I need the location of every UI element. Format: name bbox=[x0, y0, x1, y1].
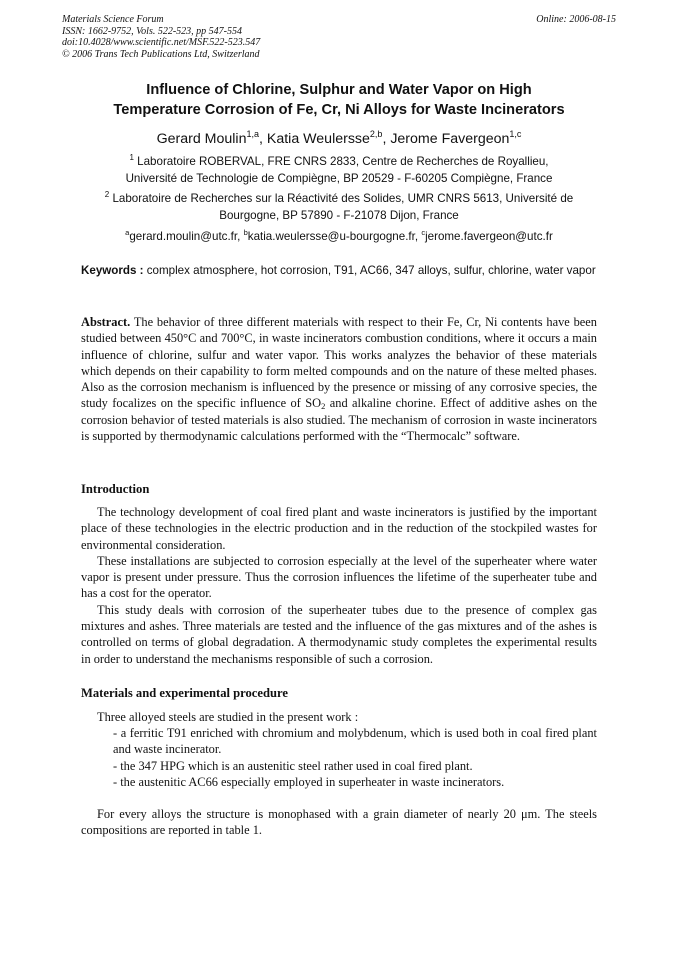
introduction-body bbox=[81, 504, 597, 667]
paragraph: The technology development of coal fired plant and waste incinerators is justified by the important place of these technologies in the electric production and in the reduction of the stockpiled wastes for environmental consideration. bbox=[81, 505, 597, 552]
journal-info bbox=[62, 14, 260, 60]
affiliation-mark: 2 bbox=[104, 190, 110, 199]
author-list: Gerard Moulin$^{1,a}$, Katia Weulersse$^{2,b}$, Jerome Favergeon$^{1,c}$ bbox=[156, 129, 522, 147]
email-mark: c bbox=[421, 228, 426, 237]
online-date: Online: 2006-08-15 bbox=[536, 14, 616, 25]
so2-base: SO bbox=[305, 396, 322, 411]
affiliation-line: Université de Technologie de Compiègne, BP 20529 - F-60205 Compiègne, France bbox=[125, 171, 553, 185]
author-mark: 2,b bbox=[369, 129, 383, 139]
email-mark: a bbox=[125, 228, 130, 237]
abstract-text-cont: and alkaline chorine. Effect of additive ashes on the corrosion behavior of tested materials is also studied. The mechanism of corrosion in waste incinerators is supported by thermodynamic calculations performed with the “Thermocalc” software. bbox=[81, 396, 598, 444]
list-item: - a ferritic T91 enriched with chromium and molybdenum, which is used both in coal fired plant and waste incinerator. bbox=[113, 726, 597, 757]
abstract-text: The behavior of three different materials with respect to their Fe, Cr, Ni contents have been studied between 450°C and 700°C, in waste incinerators combustion conditions, where it occurs a main influence of chlorine, sulfur and water vapor. This works analyzes the behavior of these materials which depends on their capability to form melted compounds and on the nature of these melted phases. Also as the corrosion mechanism is influenced by the presence or missing of any corrosive species, the study focalizes on the specific influence of bbox=[81, 315, 597, 411]
affiliation-mark: 1 bbox=[129, 153, 134, 162]
materials-intro: Three alloyed steels are studied in the present work : bbox=[97, 710, 359, 724]
keywords-text: complex atmosphere, hot corrosion, T91, AC66, 347 alloys, sulfur, chlorine, water vapor bbox=[146, 264, 596, 277]
running-header bbox=[62, 14, 616, 60]
so2-subscript: 2 bbox=[321, 401, 326, 412]
author-mark: 1,c bbox=[509, 129, 522, 139]
author-mark: 1,a bbox=[246, 129, 259, 139]
doi-line: doi:10.4028/www.scientific.net/MSF.522-523.547 bbox=[62, 37, 261, 48]
author-name: Katia Weulersse bbox=[266, 131, 370, 147]
section-heading-materials: Materials and experimental procedure bbox=[81, 686, 288, 700]
affiliation-2 bbox=[78, 191, 600, 224]
abstract bbox=[81, 314, 597, 444]
title-line-2: Temperature Corrosion of Fe, Cr, Ni Alloys for Waste Incinerators bbox=[113, 101, 565, 118]
keywords-label: Keywords : bbox=[81, 264, 144, 277]
email-mark: b bbox=[243, 228, 248, 237]
list-item: - the 347 HPG which is an austenitic steel rather used in coal fired plant. bbox=[113, 758, 473, 773]
affiliation-line: Laboratoire de Recherches sur la Réactivité des Solides, UMR CNRS 5613, Université de bbox=[112, 192, 574, 205]
email-list: $^a$gerard.moulin@utc.fr, $^b$katia.weulersse@u-bourgogne.fr, $^c$jerome.favergeon@utc.fr bbox=[125, 228, 553, 243]
title-line-1: Influence of Chlorine, Sulphur and Water Vapor on High bbox=[146, 82, 532, 98]
email-address[interactable]: gerard.moulin@utc.fr bbox=[129, 230, 238, 243]
section-heading-introduction: Introduction bbox=[81, 482, 150, 496]
affiliation-1 bbox=[78, 154, 600, 187]
materials-final bbox=[81, 806, 597, 839]
paragraph: These installations are subjected to corrosion especially at the level of the superheater where water vapor is present under pressure. Thus the corrosion influences the lifetime of the superheater tube and has a cost for the operator. bbox=[81, 553, 597, 601]
journal-name: Materials Science Forum bbox=[62, 14, 164, 25]
affiliation-line: Laboratoire ROBERVAL, FRE CNRS 2833, Centre de Recherches de Royallieu, bbox=[137, 155, 549, 168]
materials-list bbox=[113, 725, 597, 790]
email-address[interactable]: jerome.favergeon@utc.fr bbox=[425, 230, 553, 243]
affiliation-line: Bourgogne, BP 57890 - F-21078 Dijon, France bbox=[219, 208, 459, 222]
author-name: Jerome Favergeon bbox=[390, 131, 510, 147]
email-address[interactable]: katia.weulersse@u-bourgogne.fr bbox=[247, 230, 415, 243]
keywords bbox=[81, 263, 597, 280]
issn-line: ISSN: 1662-9752, Vols. 522-523, pp 547-554 bbox=[62, 25, 242, 37]
copyright-line: © 2006 Trans Tech Publications Ltd, Switzerland bbox=[62, 48, 260, 60]
paragraph: For every alloys the structure is monophased with a grain diameter of nearly 20 μm. The steels compositions are reported in table 1. bbox=[81, 807, 597, 838]
list-item: - the austenitic AC66 especially employed in superheater in waste incinerators. bbox=[113, 774, 505, 789]
so2-formula bbox=[305, 396, 325, 410]
paragraph: This study deals with corrosion of the superheater tubes due to the presence of complex gas mixtures and ashes. Three materials are tested and the influence of the gas mixtures and of the ashes is controlled on terms of global degradation. A thermodynamic study completes the experimental results in order to understand the mechanisms responsible of such a corrosion. bbox=[81, 602, 597, 666]
abstract-label: Abstract. bbox=[81, 315, 131, 329]
author-name: Gerard Moulin bbox=[156, 131, 247, 147]
paper-title bbox=[70, 81, 608, 120]
